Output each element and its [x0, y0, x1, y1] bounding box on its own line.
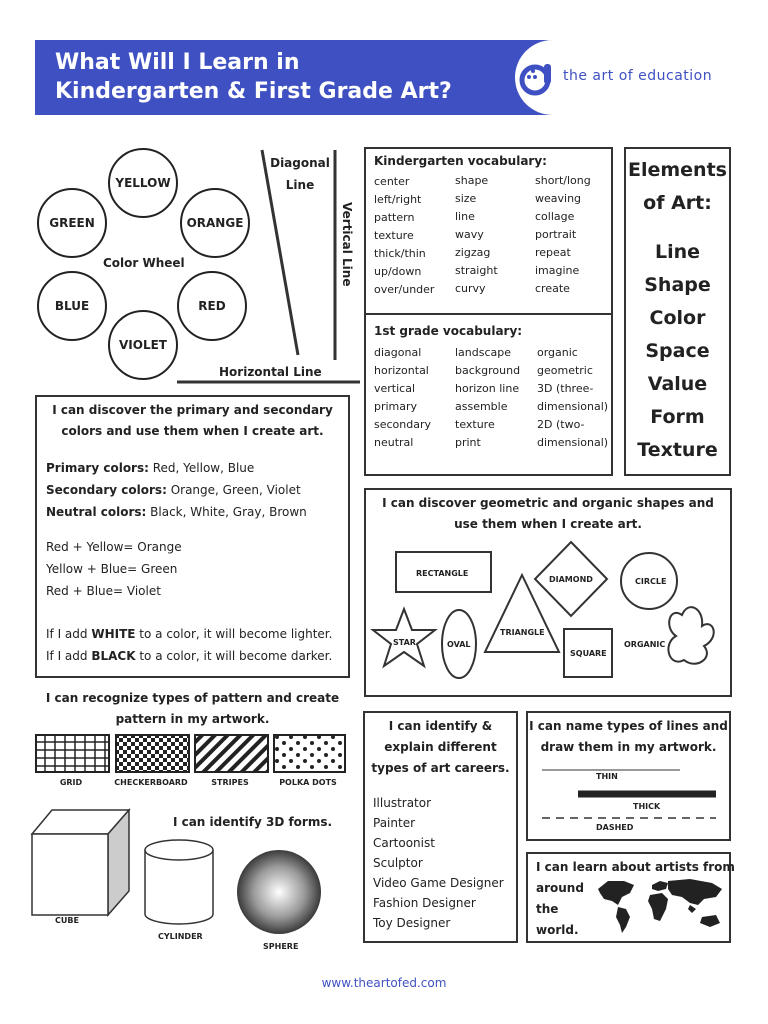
sphere-shape [237, 850, 321, 934]
vocab-word: collage [535, 210, 575, 223]
grid-label: GRID [59, 778, 83, 787]
element-item: Shape [644, 274, 711, 296]
triangle-label: TRIANGLE [500, 628, 545, 637]
page-title [55, 48, 515, 106]
shapes-statement-line2: use them when I create art. [454, 517, 642, 531]
shade-rule-post: to a color, it will become darker. [135, 649, 333, 663]
page-title-line2: Kindergarten & First Grade Art? [55, 79, 452, 104]
wheel-green: GREEN [37, 188, 107, 258]
polka-dots-pattern-swatch [274, 735, 345, 772]
vocab-word: assemble [455, 400, 508, 413]
cylinder-shape [145, 840, 213, 924]
career-item: Video Game Designer [373, 876, 504, 890]
elements-heading-line1: Elements [628, 159, 727, 181]
primary-colors-row [46, 457, 307, 479]
forms-statement: I can identify 3D forms. [172, 815, 333, 829]
career-item: Cartoonist [373, 836, 435, 850]
brand-name: the art of education [563, 68, 713, 84]
vocab-word: organic [537, 346, 578, 359]
artists-line4: world. [536, 923, 579, 937]
mix-rule: Red + Blue= Violet [46, 584, 161, 598]
vocab-word: short/long [535, 174, 591, 187]
neutral-colors-value: Black, White, Gray, Brown [146, 505, 307, 519]
wheel-blue: BLUE [37, 271, 107, 341]
elements-heading-line2: of Art: [643, 192, 712, 214]
vocab-word: wavy [455, 228, 484, 241]
artists-line3: the [536, 902, 559, 916]
vocab-word: imagine [535, 264, 580, 277]
vocab-word: print [455, 436, 481, 449]
careers-list [373, 793, 504, 933]
tint-rule-pre: If I add [46, 627, 92, 641]
lines-statement-line1: I can name types of lines and [529, 719, 728, 733]
brand-logo-icon [518, 58, 556, 98]
vocab-word: 2D (two- [537, 418, 585, 431]
kinder-vocab-heading: Kindergarten vocabulary: [374, 154, 547, 168]
checkerboard-label: CHECKERBOARD [114, 778, 188, 787]
vocab-word: pattern [374, 211, 415, 224]
element-item: Color [649, 307, 706, 329]
wheel-orange: ORANGE [180, 188, 250, 258]
kinder-vocab-col1 [374, 173, 434, 299]
element-item: Form [650, 406, 705, 428]
square-label: SQUARE [570, 649, 607, 658]
vocab-word: geometric [537, 364, 593, 377]
colors-statement-line2: colors and use them when I create art. [61, 424, 324, 438]
sphere-label: SPHERE [263, 942, 299, 951]
first-vocab-col2 [455, 344, 520, 452]
wheel-violet: VIOLET [108, 310, 178, 380]
element-item: Line [654, 241, 701, 263]
vocab-word: straight [455, 264, 498, 277]
vocab-word: dimensional) [537, 436, 609, 449]
first-vocab-col1 [374, 344, 431, 452]
vocab-word: landscape [455, 346, 512, 359]
secondary-colors-label: Secondary colors: [46, 483, 167, 497]
organic-label: ORGANIC [624, 640, 666, 649]
career-item: Painter [373, 816, 416, 830]
vocab-word: create [535, 282, 570, 295]
career-item: Fashion Designer [373, 896, 476, 910]
artists-line1: I can learn about artists from [536, 860, 735, 874]
first-vocab-col3 [537, 344, 608, 452]
colors-statement [40, 400, 345, 442]
vocab-word: horizon line [455, 382, 520, 395]
vocab-word: repeat [535, 246, 571, 259]
primary-colors-value: Red, Yellow, Blue [148, 461, 255, 475]
tint-rule [46, 623, 332, 645]
shade-rule-pre: If I add [46, 649, 92, 663]
vocab-word: texture [455, 418, 495, 431]
cylinder-label: CYLINDER [158, 932, 203, 941]
page-title-line1: What Will I Learn in [55, 50, 300, 75]
colors-statement-line1: I can discover the primary and secondary [52, 403, 333, 417]
artists-line2: around [536, 881, 584, 895]
vocab-word: up/down [374, 265, 422, 278]
elements-of-art-box [624, 147, 731, 476]
vocab-word: thick/thin [374, 247, 426, 260]
pattern-statement-line1: I can recognize types of pattern and create [45, 691, 340, 705]
checkerboard-pattern-swatch [116, 735, 189, 772]
vocab-word: center [374, 175, 410, 188]
element-item: Texture [637, 439, 718, 461]
mix-rule: Yellow + Blue= Green [46, 562, 178, 576]
dashed-label: DASHED [596, 823, 634, 832]
thick-label: THICK [633, 802, 661, 811]
vocab-word: left/right [374, 193, 422, 206]
pattern-statement-line2: pattern in my artwork. [115, 712, 270, 726]
vocab-word: 3D (three- [537, 382, 594, 395]
thin-label: THIN [596, 772, 618, 781]
lines-statement-line2: draw them in my artwork. [540, 740, 717, 754]
careers-statement-line1: I can identify & [388, 719, 493, 733]
vocab-word: size [455, 192, 477, 205]
pattern-swatches [35, 734, 347, 774]
mix-rule: Red + Yellow= Orange [46, 540, 182, 554]
vocab-divider [366, 313, 611, 315]
vocab-word: neutral [374, 436, 414, 449]
vocab-word: primary [374, 400, 418, 413]
secondary-colors-value: Orange, Green, Violet [166, 483, 301, 497]
element-item: Value [647, 373, 708, 395]
career-item: Toy Designer [373, 916, 451, 930]
shapes-drawing [364, 488, 732, 697]
kinder-vocab-col3 [535, 172, 591, 298]
first-vocab-heading: 1st grade vocabulary: [374, 324, 523, 338]
vocab-word: background [455, 364, 521, 377]
wheel-yellow: YELLOW [108, 148, 178, 218]
world-map-icon [594, 875, 726, 937]
star-label: STAR [393, 638, 416, 647]
wheel-red: RED [177, 271, 247, 341]
vocab-word: curvy [455, 282, 486, 295]
vocab-word: zigzag [455, 246, 491, 259]
vocab-word: dimensional) [537, 400, 609, 413]
vocab-word: texture [374, 229, 414, 242]
line-samples [526, 711, 731, 841]
oval-label: OVAL [447, 640, 471, 649]
footer-url[interactable]: www.theartofed.com [321, 976, 447, 990]
line-types-drawing [170, 145, 360, 385]
kinder-vocab-col2 [455, 172, 498, 298]
element-item: Space [645, 340, 710, 362]
tint-shade-rules [46, 623, 332, 667]
vocab-word: weaving [535, 192, 582, 205]
shade-rule-word: BLACK [91, 649, 136, 663]
horizontal-line-label: Horizontal Line [219, 365, 322, 379]
primary-colors-label: Primary colors: [46, 461, 149, 475]
tint-rule-word: WHITE [91, 627, 136, 641]
color-categories [46, 457, 307, 523]
pattern-statement [35, 688, 350, 730]
vocab-word: portrait [535, 228, 577, 241]
cube-label: CUBE [55, 916, 79, 925]
vocab-word: vertical [374, 382, 416, 395]
circle-label: CIRCLE [635, 577, 667, 586]
color-wheel-label: Color Wheel [103, 256, 185, 270]
careers-statement-line2: explain different [384, 740, 497, 754]
vocab-word: diagonal [374, 346, 422, 359]
tint-rule-post: to a color, it will become lighter. [135, 627, 333, 641]
diagonal-line-label: Diagonal Line [270, 156, 330, 192]
vocab-word: line [455, 210, 475, 223]
secondary-colors-row [46, 479, 307, 501]
careers-statement [365, 716, 516, 779]
neutral-colors-label: Neutral colors: [46, 505, 147, 519]
career-item: Illustrator [373, 796, 432, 810]
grid-pattern-swatch [36, 735, 109, 772]
neutral-colors-row [46, 501, 307, 523]
vocab-word: horizontal [374, 364, 429, 377]
vertical-line-label: Vertical Line [340, 202, 354, 287]
careers-statement-line3: types of art careers. [371, 761, 510, 775]
polka-dots-label: POLKA DOTS [279, 778, 337, 787]
color-mixing [46, 536, 182, 602]
career-item: Sculptor [373, 856, 423, 870]
diamond-label: DIAMOND [549, 575, 593, 584]
cube-shape [32, 810, 129, 915]
vocab-word: shape [455, 174, 489, 187]
vocab-word: over/under [374, 283, 435, 296]
vocab-word: secondary [374, 418, 432, 431]
shade-rule [46, 645, 332, 667]
rectangle-label: RECTANGLE [416, 569, 469, 578]
stripes-label: STRIPES [211, 778, 249, 787]
stripes-pattern-swatch [195, 735, 268, 772]
shapes-statement-line1: I can discover geometric and organic shapes and [382, 496, 714, 510]
